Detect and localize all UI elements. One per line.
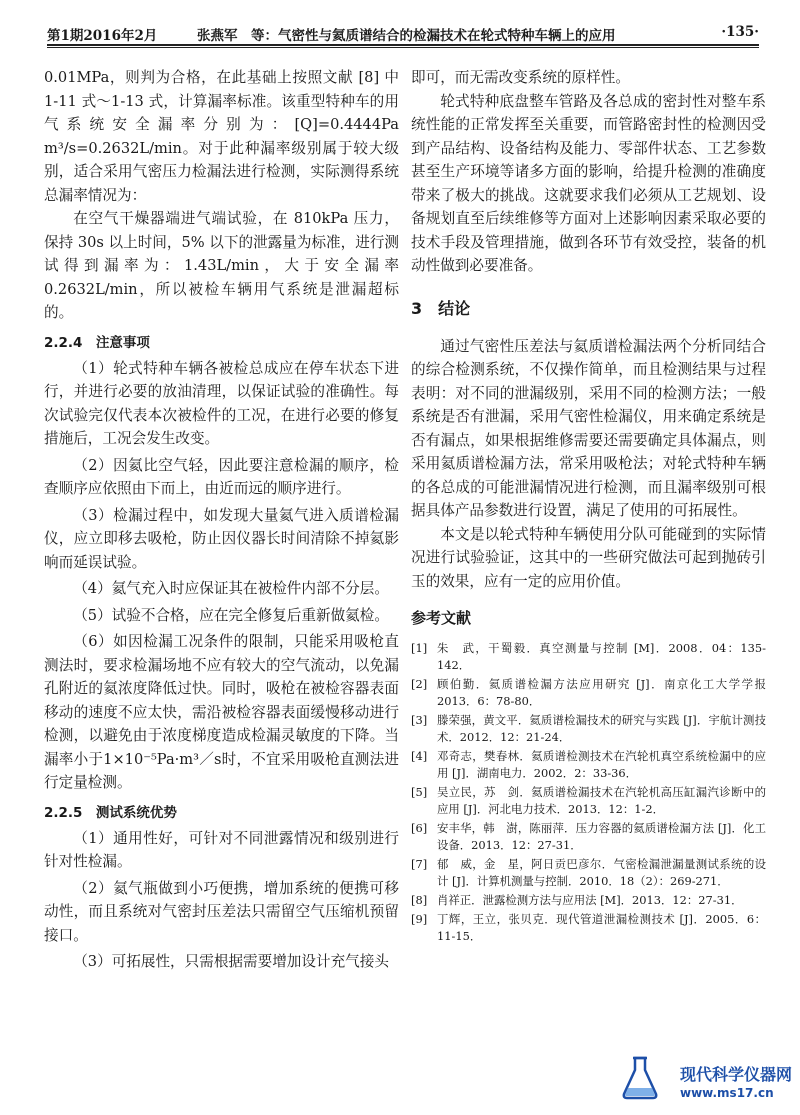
right-column [411,66,766,947]
list-item: （4）氦气充入时应保证其在被检件内部不分层。 [73,580,389,597]
reference-item [411,640,766,674]
reference-item [411,748,766,782]
list-item: （1）轮式特种车辆各被检总成应在停车状态下进行，并进行必要的放油清理，以保证试验的准确性。每次试验完仅代表本次被检件的工况，在进行必要的修复措施后，工况会发生改变。 [44,359,399,447]
list-item: （3）检漏过程中，如发现大量氦气进入质谱检漏仪，应立即移去吸枪，防止因仪器长时间清除不掉氦影响而延误试验。 [44,506,399,571]
reference-item [411,820,766,854]
header-rule-thin [47,47,759,48]
reference-text: 邓奇志，樊春林．氦质谱检测技术在汽轮机真空系统检漏中的应用 [J]．湖南电力．2002．2：33-36． [437,749,766,780]
reference-text: 安丰华，韩 澍，陈丽萍．压力容器的氦质谱检漏方法 [J]．化工设备．2013．12：27-31． [437,821,766,852]
header-rule [47,44,759,46]
running-title: 张燕军 等：气密性与氦质谱结合的检漏技术在轮式特种车辆上的应用 [197,28,616,44]
paragraph: 即可，而无需改变系统的原样性。 [411,69,630,86]
reference-text: 郁 威，金 星，阿日贡巴彦尔．气密检漏泄漏量测试系统的设计 [J]．计算机测量与控制．2010．18（2）：269-271． [437,857,766,888]
paragraph: 通过气密性压差法与氦质谱检漏法两个分析同结合的综合检测系统，不仅操作简单，而且检测结果与过程表明：对不同的泄漏级别，采用不同的检测方法；一般系统是否有泄漏，采用气密性检漏仪，用来确定系统是否有漏点，如果根据维修需要还需要确定具体漏点，则采用氦质谱检漏方法，常采用吸枪法；对轮式特种车辆的各总成的可能泄漏情况进行检测，而且漏率级别可根据具体产品参数进行设置，满足了使用的可拓展性。 [411,337,766,519]
reference-number: [8] [411,893,428,907]
reference-number: [7] [411,857,428,871]
watermark-url: www.ms17.cn [680,1086,774,1100]
list-item: （3）可拓展性，只需根据需要增加设计充气接头 [73,953,389,970]
section-heading: 3 结论 [411,298,471,318]
reference-number: [9] [411,912,428,926]
reference-item [411,712,766,746]
paragraph: 在空气干燥器端进气端试验，在 810kPa 压力，保持 30s 以上时间，5% 以下的泄露量为标准，进行测试得到漏率为：1.43L/min，大于安全漏率 0.2632L/min，所以被检车辆用气系统是泄漏超标的。 [44,210,400,321]
reference-text: 顾伯勤．氦质谱检漏方法应用研究 [J]．南京化工大学学报 2013．6：78-80． [437,677,766,708]
running-header [47,20,759,44]
paragraph: 本文是以轮式特种车辆使用分队可能碰到的实际情况进行试验验证，这其中的一些研究做法可起到抛砖引玉的效果，应有一定的应用价值。 [411,525,766,590]
site-watermark [620,1052,795,1112]
issue-label: 第1期2016年2月 [47,28,158,44]
flask-icon [620,1054,660,1102]
subsection-heading: 2.2.4 注意事项 [44,334,150,351]
subsection-heading: 2.2.5 测试系统优势 [44,804,177,821]
reference-number: [3] [411,713,428,727]
reference-item [411,784,766,818]
reference-text: 朱 武，干蜀毅．真空测量与控制 [M]．2008．04：135-142． [437,641,766,672]
reference-number: [4] [411,749,428,763]
list-item: （2）氦气瓶做到小巧便携，增加系统的便携可移动性，而且系统对气密封压差法只需留空气压缩机预留接口。 [44,879,399,944]
list-item: （1）通用性好，可针对不同泄露情况和级别进行针对性检漏。 [44,829,399,870]
list-item: （5）试验不合格，应在完全修复后重新做氦检。 [73,606,389,624]
reference-text: 吴立民，苏 剑．氦质谱检漏技术在汽轮机高压缸漏汽诊断中的应用 [J]．河北电力技术．2013．12：1-2． [437,785,766,816]
reference-number: [1] [411,641,428,655]
reference-item [411,911,766,945]
reference-item [411,676,766,710]
references-heading: 参考文献 [411,609,472,627]
page-number: ·135· [721,24,759,40]
list-item: （2）因氦比空气轻，因此要注意检漏的顺序，检查顺序应依照由下而上，由近而远的顺序进行。 [44,456,399,497]
reference-number: [5] [411,785,428,799]
paragraph: 0.01MPa，则判为合格，在此基础上按照文献 [8] 中1-11 式～1-13 式，计算漏率标准。该重型特种车的用气系统安全漏率分别为：[Q]=0.4444Pa m³/s=0.2632L/min。对于此种漏率级别属于较大级别，适合采用气密压力检漏法进行检测，实际测得系统总漏率情况为： [44,69,414,204]
reference-text: 滕荣强，黄文平．氦质谱检漏技术的研究与实践 [J]．宇航计测技术．2012．12：21-24． [437,713,766,744]
paragraph: 轮式特种底盘整车管路及各总成的密封性对整车系统性能的正常发挥至关重要，而管路密封性的检测因受到产品结构、设备结构及能力、零部件状态、工艺参数甚至生产环境等诸多方面的影响，给提升检测的准确度带来了极大的挑战。这就要求我们必须从工艺规划、设备规划直至后续维修等方面对上述影响因素采取必要的技术手段及管理措施，做到各环节有效受控，装备的机动性做到必要准备。 [411,92,766,274]
reference-item [411,856,766,890]
reference-number: [2] [411,677,428,691]
reference-number: [6] [411,821,428,835]
left-column [44,66,414,977]
reference-text: 丁辉，王立，张贝克．现代管道泄漏检测技术 [J]．2005．6：11-15． [437,912,766,943]
watermark-name: 现代科学仪器网 [680,1065,793,1084]
reference-text: 肖祥正．泄露检测方法与应用法 [M]．2013．12：27-31． [437,893,743,907]
reference-list [411,640,766,945]
list-item: （6）如因检漏工况条件的限制，只能采用吸枪直测法时，要求检漏场地不应有较大的空气流动，以免漏孔附近的氦浓度降低过快。同时，吸枪在被检容器表面移动的速度不应太快，需沿被检容器表面缓慢移动进行检测，以避免由于浓度梯度造成检漏灵敏度的下降。当漏率小于1×10⁻⁵Pa·m³／s时，不宜采用吸枪直测法进行定量检测。 [44,633,399,791]
reference-item [411,892,766,909]
